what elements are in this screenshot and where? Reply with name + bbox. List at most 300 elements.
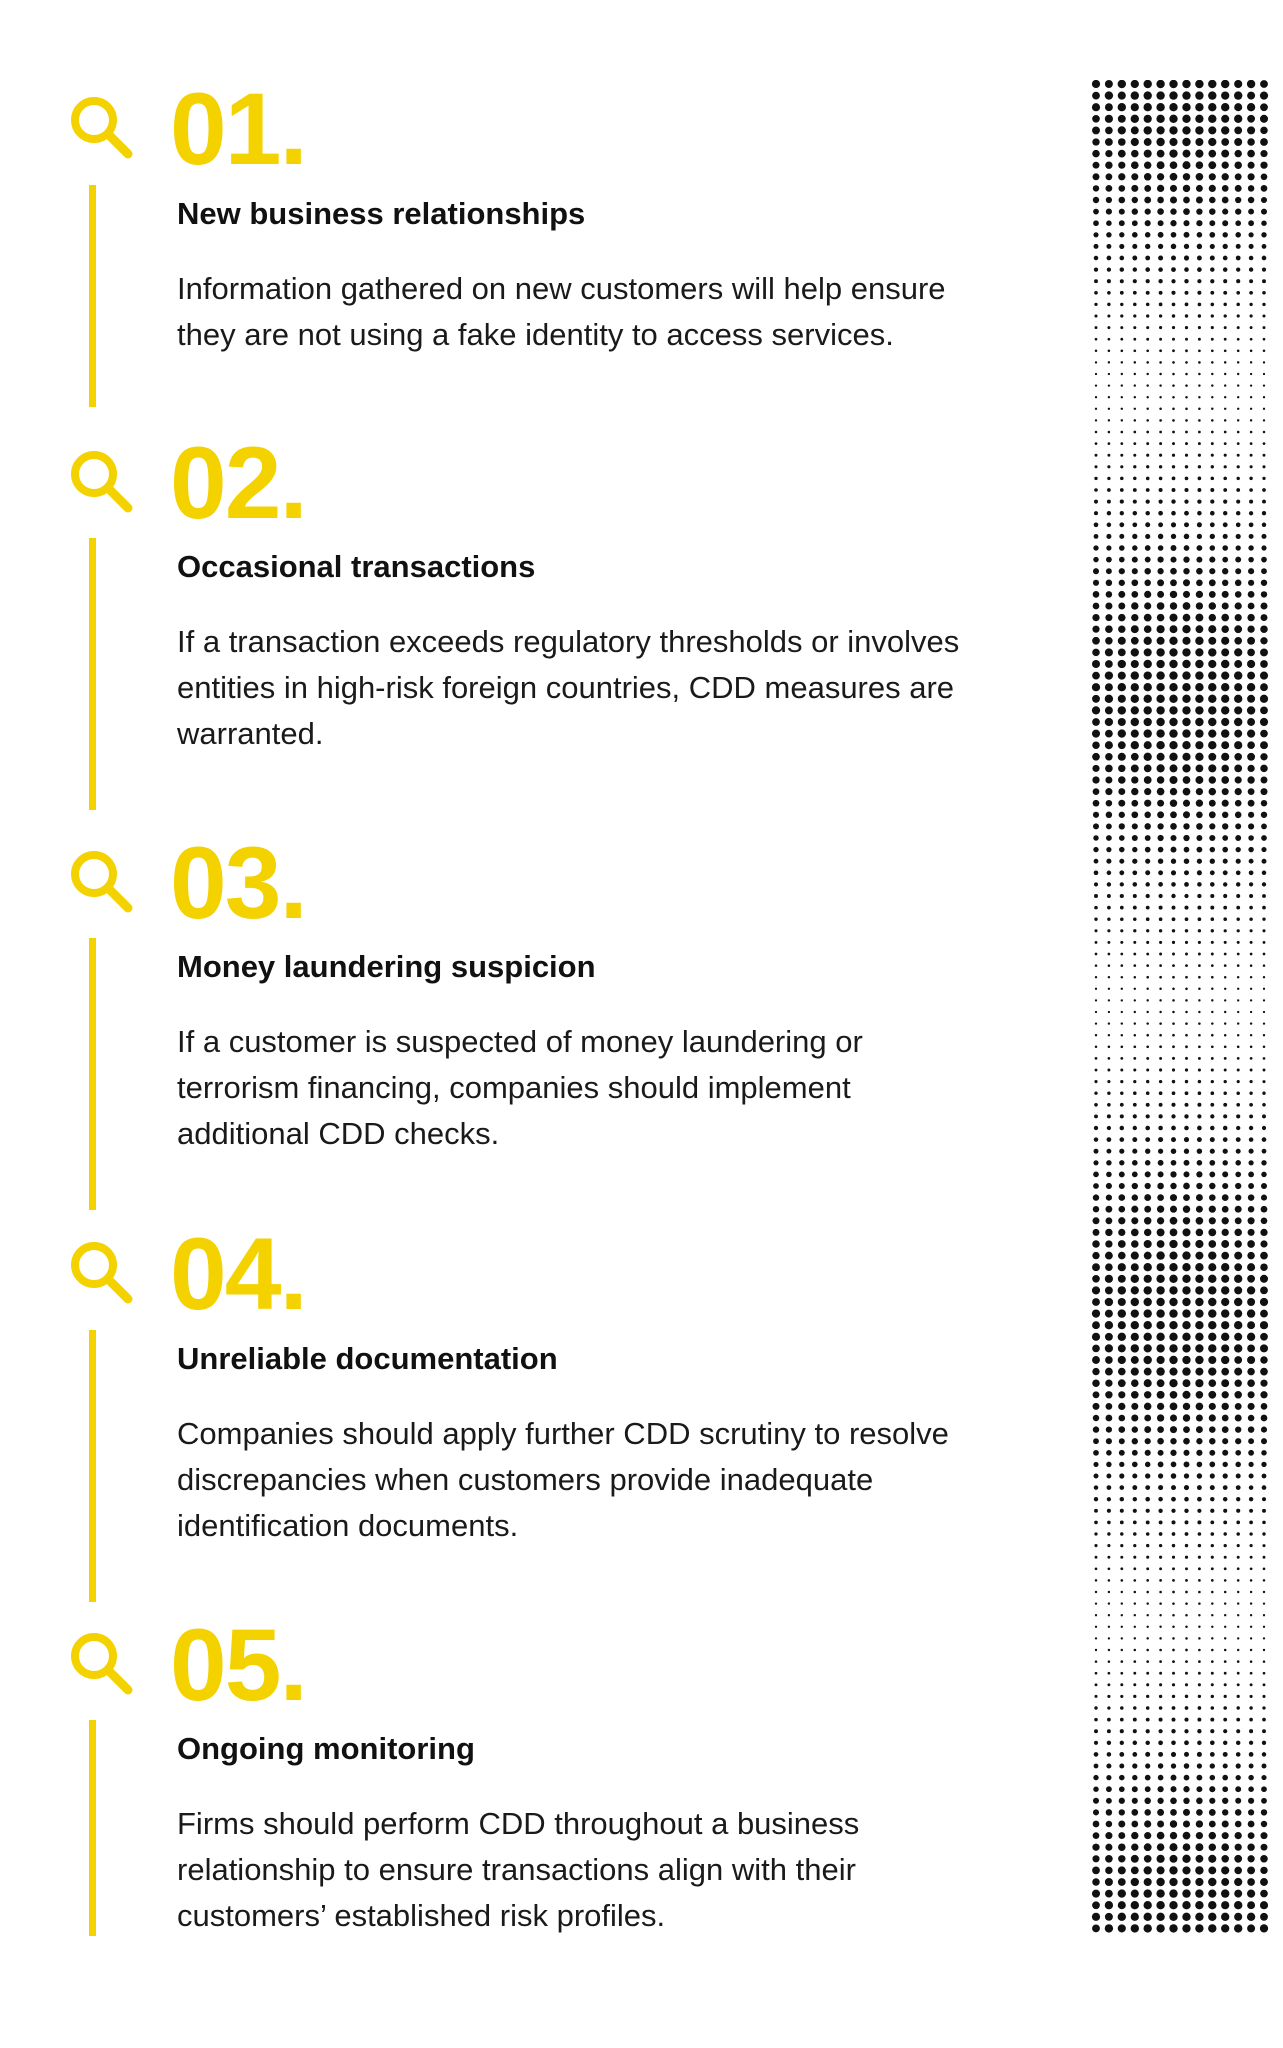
halftone-dot xyxy=(1262,1080,1265,1083)
halftone-dot xyxy=(1171,1462,1177,1468)
halftone-dot xyxy=(1092,1913,1100,1921)
halftone-dot xyxy=(1237,1672,1240,1675)
halftone-dot xyxy=(1158,1786,1164,1792)
halftone-dot xyxy=(1196,1775,1202,1781)
halftone-dot xyxy=(1144,197,1151,204)
halftone-dot xyxy=(1131,753,1139,761)
halftone-dot xyxy=(1171,1763,1176,1768)
halftone-dot xyxy=(1248,1462,1253,1467)
halftone-dot xyxy=(1157,1855,1165,1863)
halftone-dot xyxy=(1144,788,1151,795)
halftone-dot xyxy=(1196,568,1203,575)
halftone-dot xyxy=(1196,1786,1202,1792)
halftone-dot xyxy=(1146,1637,1148,1639)
halftone-dot xyxy=(1108,953,1111,956)
halftone-dot xyxy=(1172,431,1175,434)
halftone-dot xyxy=(1132,1172,1138,1178)
halftone-dot xyxy=(1196,835,1202,841)
halftone-dot xyxy=(1208,91,1216,99)
halftone-dot xyxy=(1132,534,1137,539)
halftone-dot xyxy=(1249,1114,1253,1118)
halftone-dot xyxy=(1107,941,1110,944)
halftone-dot xyxy=(1092,1855,1099,1862)
halftone-dot xyxy=(1197,882,1202,887)
halftone-dot xyxy=(1247,150,1255,158)
halftone-dot xyxy=(1195,91,1203,99)
halftone-dot xyxy=(1093,788,1100,795)
halftone-dot xyxy=(1209,1832,1217,1840)
halftone-dot xyxy=(1172,361,1175,364)
halftone-dot xyxy=(1133,1057,1136,1060)
halftone-dot xyxy=(1235,788,1242,795)
halftone-dot xyxy=(1223,882,1227,886)
halftone-dot xyxy=(1222,1391,1229,1398)
halftone-dot xyxy=(1106,1149,1111,1154)
halftone-dot xyxy=(1223,1718,1227,1722)
halftone-dot xyxy=(1159,1626,1161,1628)
halftone-dot xyxy=(1095,988,1097,990)
halftone-dot xyxy=(1195,103,1203,111)
halftone-dot xyxy=(1159,894,1163,898)
halftone-dot xyxy=(1144,1240,1152,1248)
halftone-dot xyxy=(1235,823,1241,829)
halftone-dot xyxy=(1208,1866,1216,1874)
halftone-dot xyxy=(1108,976,1110,978)
halftone-dot xyxy=(1234,1368,1242,1376)
halftone-dot xyxy=(1159,1022,1162,1025)
halftone-dot xyxy=(1157,1414,1164,1421)
halftone-dot xyxy=(1223,1160,1228,1165)
halftone-dot xyxy=(1132,244,1137,249)
halftone-dot xyxy=(1133,929,1136,932)
halftone-dot xyxy=(1208,1367,1216,1375)
halftone-dot xyxy=(1146,1660,1149,1663)
halftone-dot xyxy=(1105,1263,1113,1271)
halftone-dot xyxy=(1172,1567,1175,1570)
halftone-dot xyxy=(1146,988,1148,990)
halftone-dot xyxy=(1250,465,1253,468)
halftone-dot xyxy=(1169,1878,1177,1886)
halftone-dot xyxy=(1159,1683,1162,1686)
halftone-dot xyxy=(1209,557,1215,563)
halftone-dot xyxy=(1248,1172,1254,1178)
halftone-dot xyxy=(1250,1069,1253,1072)
halftone-dot xyxy=(1156,1298,1164,1306)
halftone-dot xyxy=(1222,568,1228,574)
halftone-dot xyxy=(1221,741,1229,749)
halftone-dot xyxy=(1132,232,1138,238)
halftone-dot xyxy=(1144,1206,1151,1213)
halftone-dot xyxy=(1146,488,1150,492)
halftone-dot xyxy=(1198,1556,1201,1559)
halftone-dot xyxy=(1208,1286,1216,1294)
halftone-dot xyxy=(1182,1855,1190,1863)
halftone-dot xyxy=(1172,941,1175,944)
halftone-dot xyxy=(1144,1798,1150,1804)
halftone-dot xyxy=(1260,162,1267,169)
halftone-dot xyxy=(1094,1497,1098,1501)
halftone-dot xyxy=(1184,858,1190,864)
halftone-dot xyxy=(1250,1544,1253,1547)
halftone-dot xyxy=(1250,431,1253,434)
halftone-dot xyxy=(1146,1706,1150,1710)
halftone-dot xyxy=(1247,730,1255,738)
halftone-dot xyxy=(1185,291,1189,295)
halftone-dot xyxy=(1133,488,1137,492)
halftone-dot xyxy=(1171,1114,1175,1118)
halftone-dot xyxy=(1250,1046,1253,1049)
halftone-dot xyxy=(1157,602,1165,610)
halftone-dot xyxy=(1195,1924,1203,1932)
halftone-dot xyxy=(1105,1240,1112,1247)
halftone-dot xyxy=(1146,1011,1148,1013)
halftone-dot xyxy=(1094,894,1098,898)
halftone-dot xyxy=(1235,568,1241,574)
halftone-dot xyxy=(1157,591,1164,598)
halftone-dot xyxy=(1158,1473,1163,1478)
halftone-dot xyxy=(1211,442,1214,445)
halftone-dot xyxy=(1260,706,1268,714)
halftone-dot xyxy=(1145,1450,1151,1456)
halftone-dot xyxy=(1171,267,1176,272)
halftone-dot xyxy=(1182,1889,1190,1897)
halftone-dot xyxy=(1120,326,1123,329)
halftone-dot xyxy=(1236,500,1240,504)
halftone-dot xyxy=(1211,917,1215,921)
halftone-dot xyxy=(1185,1057,1188,1060)
halftone-dot xyxy=(1159,1614,1161,1616)
halftone-dot xyxy=(1236,906,1240,910)
halftone-dot xyxy=(1144,660,1152,668)
halftone-dot xyxy=(1132,1473,1137,1478)
halftone-dot xyxy=(1172,1626,1175,1629)
halftone-dot xyxy=(1144,185,1151,192)
halftone-dot xyxy=(1131,1263,1139,1271)
section-body: Information gathered on new customers will help ensure they are not using a fake identity to access services. xyxy=(177,271,946,352)
halftone-dot xyxy=(1095,1626,1097,1628)
halftone-dot xyxy=(1133,1114,1137,1118)
halftone-dot xyxy=(1236,1752,1241,1757)
halftone-dot xyxy=(1262,1544,1265,1547)
halftone-dot xyxy=(1172,988,1175,991)
halftone-dot xyxy=(1146,953,1149,956)
halftone-dot xyxy=(1159,477,1163,481)
halftone-dot xyxy=(1146,477,1150,481)
halftone-dot xyxy=(1262,488,1266,492)
halftone-dot xyxy=(1144,1368,1152,1376)
halftone-dot xyxy=(1146,1614,1148,1616)
halftone-dot xyxy=(1224,999,1226,1001)
halftone-dot xyxy=(1107,1683,1110,1686)
halftone-dot xyxy=(1169,1368,1177,1376)
halftone-dot xyxy=(1120,917,1124,921)
halftone-dot xyxy=(1118,115,1126,123)
halftone-dot xyxy=(1237,1057,1240,1060)
halftone-dot xyxy=(1182,1298,1190,1306)
halftone-dot xyxy=(1221,1379,1229,1387)
halftone-dot xyxy=(1144,1263,1152,1271)
halftone-dot xyxy=(1120,929,1123,932)
halftone-dot xyxy=(1261,1798,1267,1804)
halftone-dot xyxy=(1169,683,1177,691)
halftone-dot xyxy=(1120,1126,1124,1130)
halftone-dot xyxy=(1182,671,1190,679)
halftone-dot xyxy=(1210,1775,1216,1781)
halftone-dot xyxy=(1234,80,1242,88)
halftone-dot xyxy=(1158,220,1164,226)
halftone-dot xyxy=(1108,1614,1110,1616)
halftone-dot xyxy=(1118,1901,1126,1909)
halftone-dot xyxy=(1210,1497,1214,1501)
halftone-dot xyxy=(1223,1114,1227,1118)
halftone-dot xyxy=(1145,882,1149,886)
halftone-dot xyxy=(1237,1683,1240,1686)
halftone-dot xyxy=(1237,1080,1240,1083)
halftone-dot xyxy=(1248,1160,1253,1165)
halftone-dot xyxy=(1198,442,1201,445)
halftone-dot xyxy=(1106,1798,1112,1804)
halftone-dot xyxy=(1237,953,1240,956)
halftone-dot xyxy=(1146,1022,1148,1024)
halftone-dot xyxy=(1172,326,1175,329)
halftone-dot xyxy=(1250,1626,1252,1628)
halftone-dot xyxy=(1132,1763,1137,1768)
halftone-dot xyxy=(1183,1194,1190,1201)
halftone-dot xyxy=(1134,988,1136,990)
halftone-dot xyxy=(1195,614,1203,622)
halftone-dot xyxy=(1260,1298,1268,1306)
halftone-dot xyxy=(1145,267,1150,272)
halftone-dot xyxy=(1234,115,1242,123)
halftone-dot xyxy=(1170,1450,1176,1456)
halftone-dot xyxy=(1158,870,1163,875)
halftone-dot xyxy=(1133,500,1137,504)
halftone-dot xyxy=(1094,1544,1097,1547)
halftone-dot xyxy=(1249,244,1254,249)
section-title: New business relationships xyxy=(177,196,586,231)
halftone-dot xyxy=(1249,291,1253,295)
halftone-dot xyxy=(1185,1695,1188,1698)
halftone-dot xyxy=(1108,1011,1110,1013)
halftone-dot xyxy=(1198,1626,1200,1628)
halftone-dot xyxy=(1107,1556,1110,1559)
halftone-dot xyxy=(1159,326,1162,329)
halftone-dot xyxy=(1196,545,1202,551)
halftone-dot xyxy=(1262,1103,1266,1107)
halftone-dot xyxy=(1198,1579,1201,1582)
halftone-dot xyxy=(1119,545,1125,551)
halftone-dot xyxy=(1234,625,1242,633)
halftone-dot xyxy=(1131,1379,1139,1387)
halftone-dot xyxy=(1158,882,1163,887)
halftone-dot xyxy=(1249,1126,1253,1130)
halftone-dot xyxy=(1223,511,1227,515)
halftone-dot xyxy=(1092,753,1100,761)
halftone-dot xyxy=(1211,1011,1213,1013)
halftone-dot xyxy=(1144,625,1152,633)
halftone-dot xyxy=(1249,303,1252,306)
halftone-dot xyxy=(1105,115,1113,123)
halftone-dot xyxy=(1172,384,1175,387)
halftone-dot xyxy=(1237,326,1240,329)
halftone-dot xyxy=(1120,488,1124,492)
halftone-dot xyxy=(1211,1683,1214,1686)
halftone-dot xyxy=(1235,557,1241,563)
halftone-dot xyxy=(1131,579,1138,586)
halftone-dot xyxy=(1120,303,1123,306)
halftone-dot xyxy=(1222,1809,1228,1815)
halftone-dot xyxy=(1107,1080,1110,1083)
halftone-dot xyxy=(1209,1809,1216,1816)
halftone-dot xyxy=(1185,999,1188,1002)
halftone-dot xyxy=(1094,1764,1099,1769)
halftone-dot xyxy=(1133,338,1136,341)
halftone-dot xyxy=(1105,1832,1112,1839)
halftone-dot xyxy=(1172,1602,1175,1605)
halftone-dot xyxy=(1209,1450,1215,1456)
halftone-dot xyxy=(1183,823,1189,829)
halftone-dot xyxy=(1172,1683,1175,1686)
halftone-dot xyxy=(1132,835,1138,841)
halftone-dot xyxy=(1095,384,1097,386)
halftone-dot xyxy=(1146,384,1148,386)
halftone-dot xyxy=(1184,1160,1190,1166)
halftone-dot xyxy=(1221,1333,1229,1341)
halftone-dot xyxy=(1172,1718,1176,1722)
halftone-dot xyxy=(1263,1022,1265,1024)
halftone-dot xyxy=(1211,1556,1214,1559)
halftone-dot xyxy=(1095,431,1098,434)
halftone-dot xyxy=(1171,1103,1175,1107)
halftone-dot xyxy=(1106,800,1113,807)
halftone-dot xyxy=(1248,800,1255,807)
halftone-dot xyxy=(1210,859,1215,864)
halftone-dot xyxy=(1169,1240,1177,1248)
halftone-dot xyxy=(1223,1497,1228,1502)
halftone-dot xyxy=(1261,1206,1268,1213)
halftone-dot xyxy=(1146,1579,1149,1582)
halftone-dot xyxy=(1262,1137,1267,1142)
halftone-dot xyxy=(1234,1263,1242,1271)
halftone-dot xyxy=(1169,1889,1177,1897)
halftone-dot xyxy=(1211,1637,1213,1639)
halftone-dot xyxy=(1131,1229,1139,1237)
halftone-dot xyxy=(1263,361,1265,363)
halftone-dot xyxy=(1210,1741,1215,1746)
halftone-dot xyxy=(1222,1775,1228,1781)
halftone-dot xyxy=(1236,1509,1240,1513)
halftone-dot xyxy=(1157,1843,1165,1851)
halftone-dot xyxy=(1198,999,1200,1001)
halftone-dot xyxy=(1211,929,1214,932)
halftone-dot xyxy=(1121,419,1123,421)
halftone-dot xyxy=(1132,1450,1138,1456)
halftone-dot xyxy=(1223,906,1227,910)
halftone-dot xyxy=(1171,1485,1176,1490)
halftone-dot xyxy=(1184,499,1188,503)
halftone-dot xyxy=(1118,1866,1126,1874)
halftone-dot xyxy=(1249,477,1252,480)
halftone-dot xyxy=(1247,753,1255,761)
halftone-dot xyxy=(1221,1263,1229,1271)
halftone-dot xyxy=(1105,80,1113,88)
halftone-dot xyxy=(1185,373,1188,376)
halftone-dot xyxy=(1262,1092,1265,1095)
halftone-dot xyxy=(1183,1217,1190,1224)
halftone-dot xyxy=(1158,1160,1164,1166)
halftone-dot xyxy=(1224,1637,1226,1639)
halftone-dot xyxy=(1263,1672,1266,1675)
halftone-dot xyxy=(1224,1626,1226,1628)
halftone-dot xyxy=(1260,1913,1268,1921)
halftone-dot xyxy=(1210,1091,1214,1095)
halftone-dot xyxy=(1248,1450,1254,1456)
halftone-dot xyxy=(1106,1474,1111,1479)
halftone-dot xyxy=(1170,1438,1176,1444)
halftone-dot xyxy=(1236,847,1241,852)
halftone-dot xyxy=(1182,1263,1190,1271)
halftone-dot xyxy=(1144,741,1152,749)
halftone-dot xyxy=(1182,1275,1190,1283)
halftone-dot xyxy=(1146,1057,1149,1060)
halftone-dot xyxy=(1185,454,1188,457)
halftone-dot xyxy=(1170,625,1178,633)
halftone-dot xyxy=(1172,408,1175,411)
halftone-dot xyxy=(1157,208,1164,215)
halftone-dot xyxy=(1234,706,1242,714)
magnifier-icon xyxy=(66,92,134,160)
halftone-dot xyxy=(1108,1567,1111,1570)
halftone-dot xyxy=(1196,197,1203,204)
halftone-dot xyxy=(1184,870,1189,875)
halftone-dot xyxy=(1211,976,1214,979)
halftone-dot xyxy=(1094,929,1097,932)
halftone-dot xyxy=(1120,338,1123,341)
halftone-dot xyxy=(1198,988,1201,991)
halftone-dot xyxy=(1144,1391,1151,1398)
halftone-dot xyxy=(1209,1194,1216,1201)
halftone-dot xyxy=(1237,1046,1240,1049)
halftone-dot xyxy=(1145,1183,1151,1189)
halftone-dot xyxy=(1197,906,1201,910)
halftone-dot xyxy=(1171,1741,1176,1746)
halftone-dot xyxy=(1120,1729,1124,1733)
halftone-dot xyxy=(1119,1485,1124,1490)
halftone-dot xyxy=(1260,1252,1268,1260)
halftone-dot xyxy=(1208,1379,1216,1387)
halftone-dot xyxy=(1159,1591,1162,1594)
halftone-dot xyxy=(1260,1263,1268,1271)
halftone-dot xyxy=(1247,683,1255,691)
halftone-dot xyxy=(1198,1695,1201,1698)
halftone-dot xyxy=(1170,208,1176,214)
halftone-dot xyxy=(1223,522,1228,527)
halftone-dot xyxy=(1196,1438,1202,1444)
halftone-dot xyxy=(1185,338,1188,341)
halftone-dot xyxy=(1236,1137,1241,1142)
halftone-dot xyxy=(1263,1637,1265,1639)
halftone-dot xyxy=(1169,1321,1177,1329)
halftone-dot xyxy=(1185,917,1189,921)
halftone-dot xyxy=(1184,255,1189,260)
halftone-dot xyxy=(1106,1450,1112,1456)
halftone-dot xyxy=(1144,1901,1152,1909)
halftone-dot xyxy=(1158,1497,1163,1502)
halftone-dot xyxy=(1157,1263,1165,1271)
halftone-dot xyxy=(1144,1275,1152,1283)
halftone-dot xyxy=(1247,1286,1255,1294)
halftone-dot xyxy=(1095,976,1097,978)
